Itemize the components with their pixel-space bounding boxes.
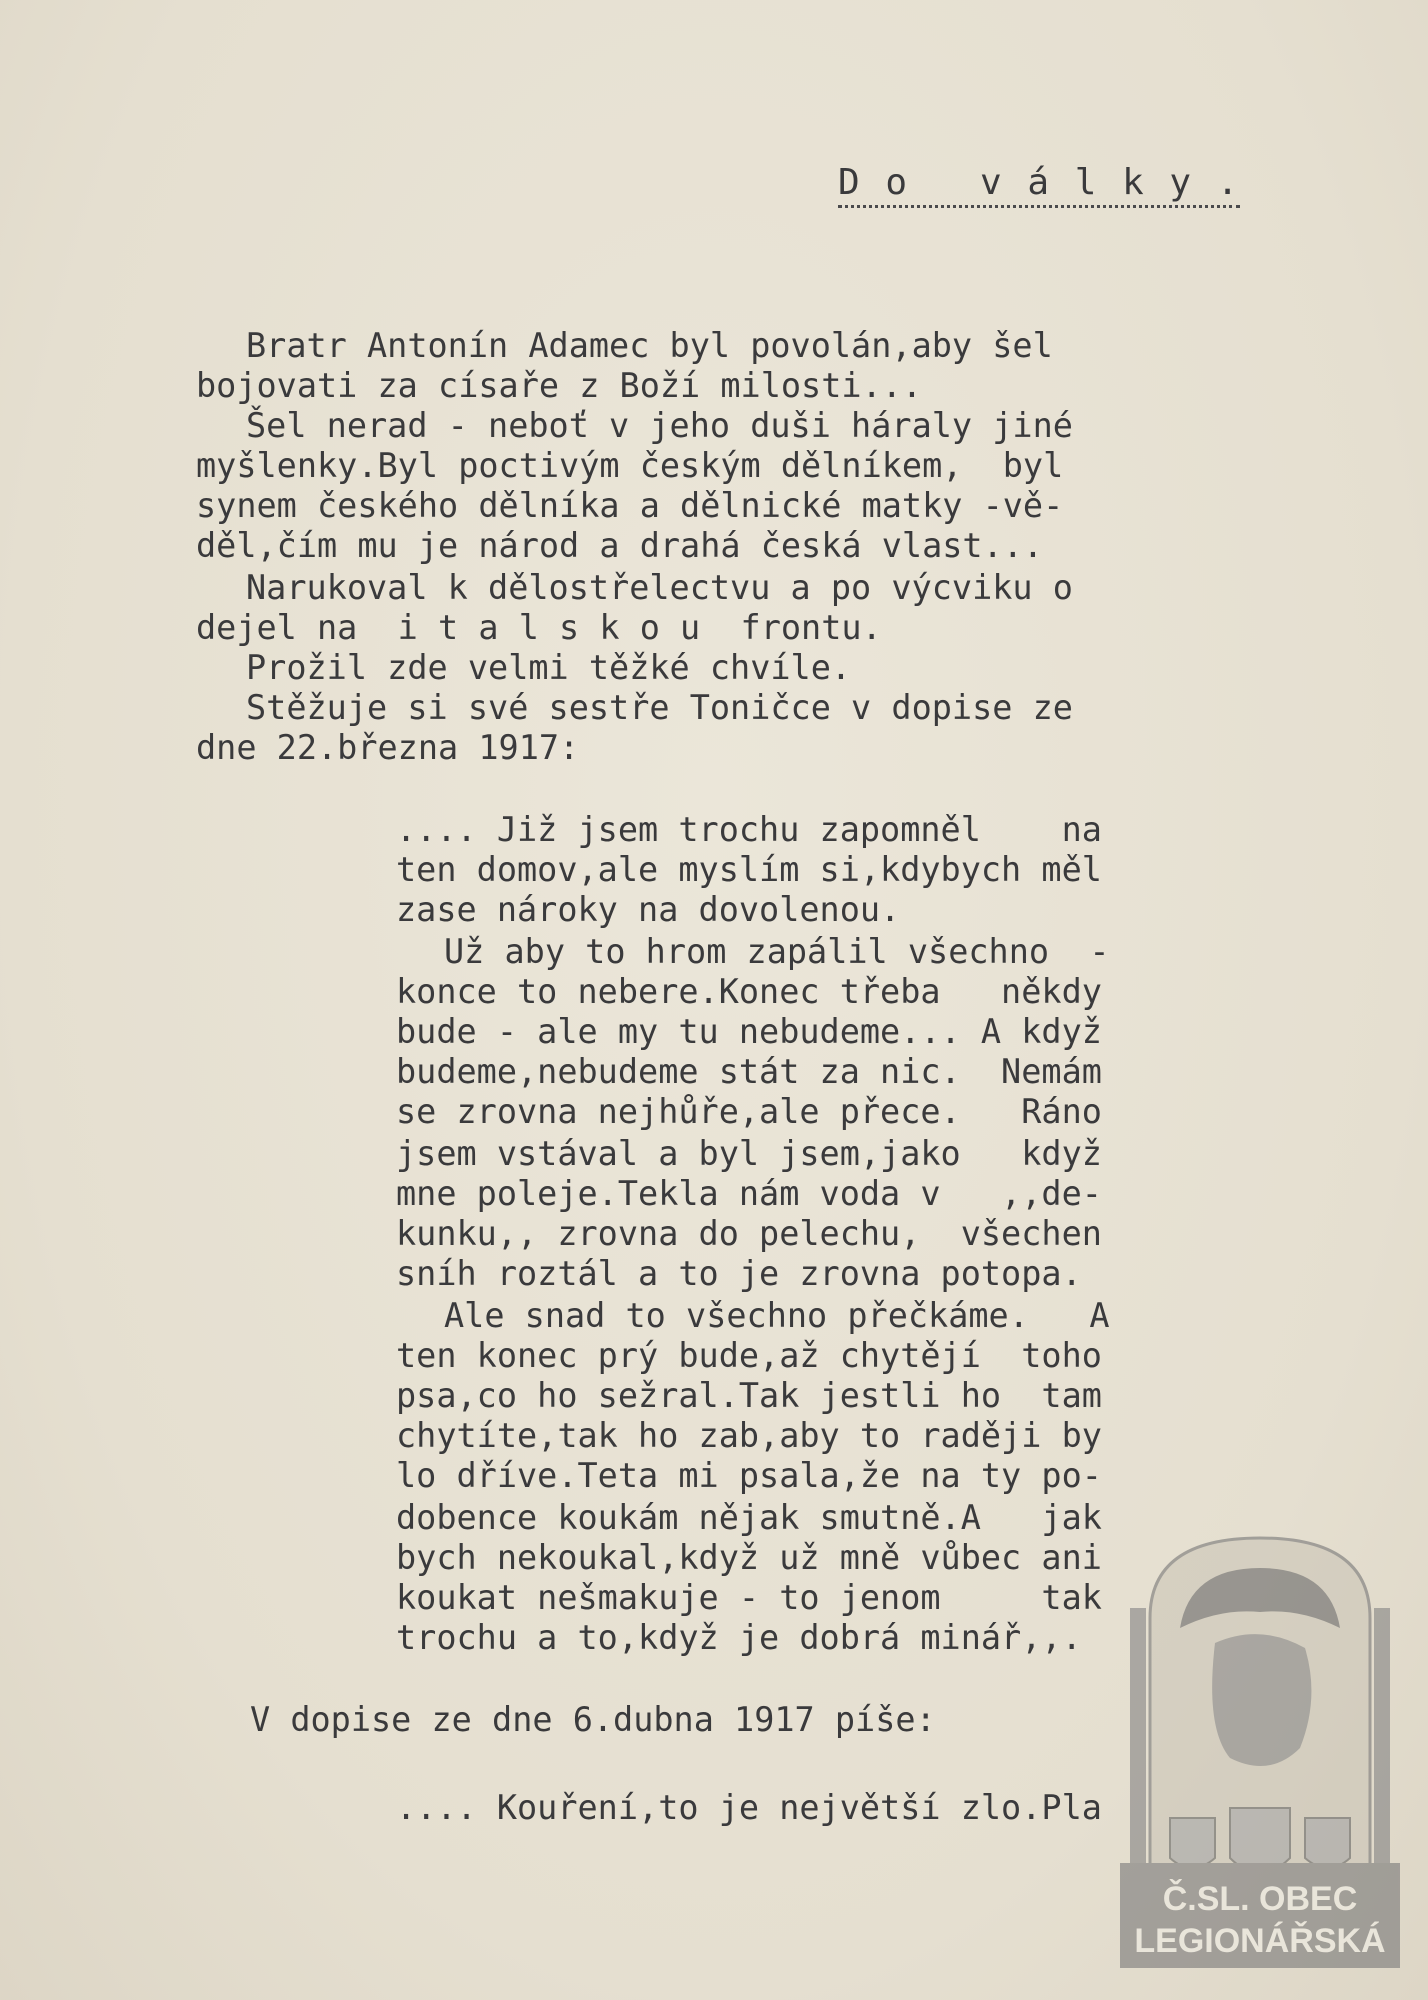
- quote-line: zase nároky na dovolenou.: [396, 890, 901, 929]
- quote-line: sníh roztál a to je zrovna potopa.: [396, 1254, 1082, 1293]
- text-line: dne 22.března 1917:: [196, 728, 580, 767]
- document-title: D o v á l k y .: [838, 162, 1240, 208]
- quote-line: jsem vstával a byl jsem,jako když: [396, 1134, 1102, 1173]
- quote-line: ten konec prý bude,až chytějí toho: [396, 1336, 1102, 1375]
- quote-line: kunku,, zrovna do pelechu, všechen: [396, 1214, 1102, 1253]
- quote-line: Ale snad to všechno přečkáme. A: [444, 1296, 1110, 1335]
- quote-line: psa,co ho sežral.Tak jestli ho tam: [396, 1376, 1102, 1415]
- quote-line: koukat nešmakuje - to jenom tak: [396, 1578, 1102, 1617]
- quote-line: ten domov,ale myslím si,kdybych měl: [396, 850, 1102, 889]
- quote-line: se zrovna nejhůře,ale přece. Ráno: [396, 1092, 1102, 1131]
- quote-line: budeme,nebudeme stát za nic. Nemám: [396, 1052, 1102, 1091]
- text-line: Narukoval k dělostřelectvu a po výcviku o: [246, 568, 1073, 607]
- quote-line: .... Již jsem trochu zapomněl na: [396, 810, 1102, 849]
- quote-line: konce to nebere.Konec třeba někdy: [396, 972, 1102, 1011]
- quote-line: trochu a to,když je dobrá minář,,.: [396, 1618, 1082, 1657]
- quote-line: mne poleje.Tekla nám voda v ,,de-: [396, 1174, 1102, 1213]
- text-line: Bratr Antonín Adamec byl povolán,aby šel: [246, 326, 1053, 365]
- stamp-text: Č.SL. OBEC: [1162, 1880, 1358, 1918]
- text-line: V dopise ze dne 6.dubna 1917 píše:: [250, 1700, 936, 1739]
- text-line: děl,čím mu je národ a drahá česká vlast...: [196, 526, 1044, 565]
- text-line: Šel nerad - neboť v jeho duši háraly jiné: [246, 406, 1073, 445]
- text-line: synem českého dělníka a dělnické matky -vě-: [196, 486, 1064, 525]
- quote-line: Už aby to hrom zapálil všechno -: [444, 932, 1110, 971]
- quote-line: lo dříve.Teta mi psala,že na ty po-: [396, 1456, 1102, 1495]
- text-line: dejel na i t a l s k o u frontu.: [196, 608, 882, 647]
- quote-line: bych nekoukal,když už mně vůbec ani: [396, 1538, 1102, 1577]
- quote-line: .... Kouření,to je největší zlo.Pla: [396, 1788, 1102, 1827]
- text-line: bojovati za císaře z Boží milosti...: [196, 366, 923, 405]
- quote-line: dobence koukám nějak smutně.A jak: [396, 1498, 1102, 1537]
- text-line: Prožil zde velmi těžké chvíle.: [246, 648, 852, 687]
- text-line: myšlenky.Byl poctivým českým dělníkem, byl: [196, 446, 1064, 485]
- quote-line: bude - ale my tu nebudeme... A když: [396, 1012, 1102, 1051]
- stamp-text: LEGIONÁŘSKÁ: [1134, 1922, 1386, 1960]
- legion-stamp-logo: [1120, 1528, 1400, 1968]
- text-line: Stěžuje si své sestře Toničce v dopise ze: [246, 688, 1073, 727]
- quote-line: chytíte,tak ho zab,aby to raději by: [396, 1416, 1102, 1455]
